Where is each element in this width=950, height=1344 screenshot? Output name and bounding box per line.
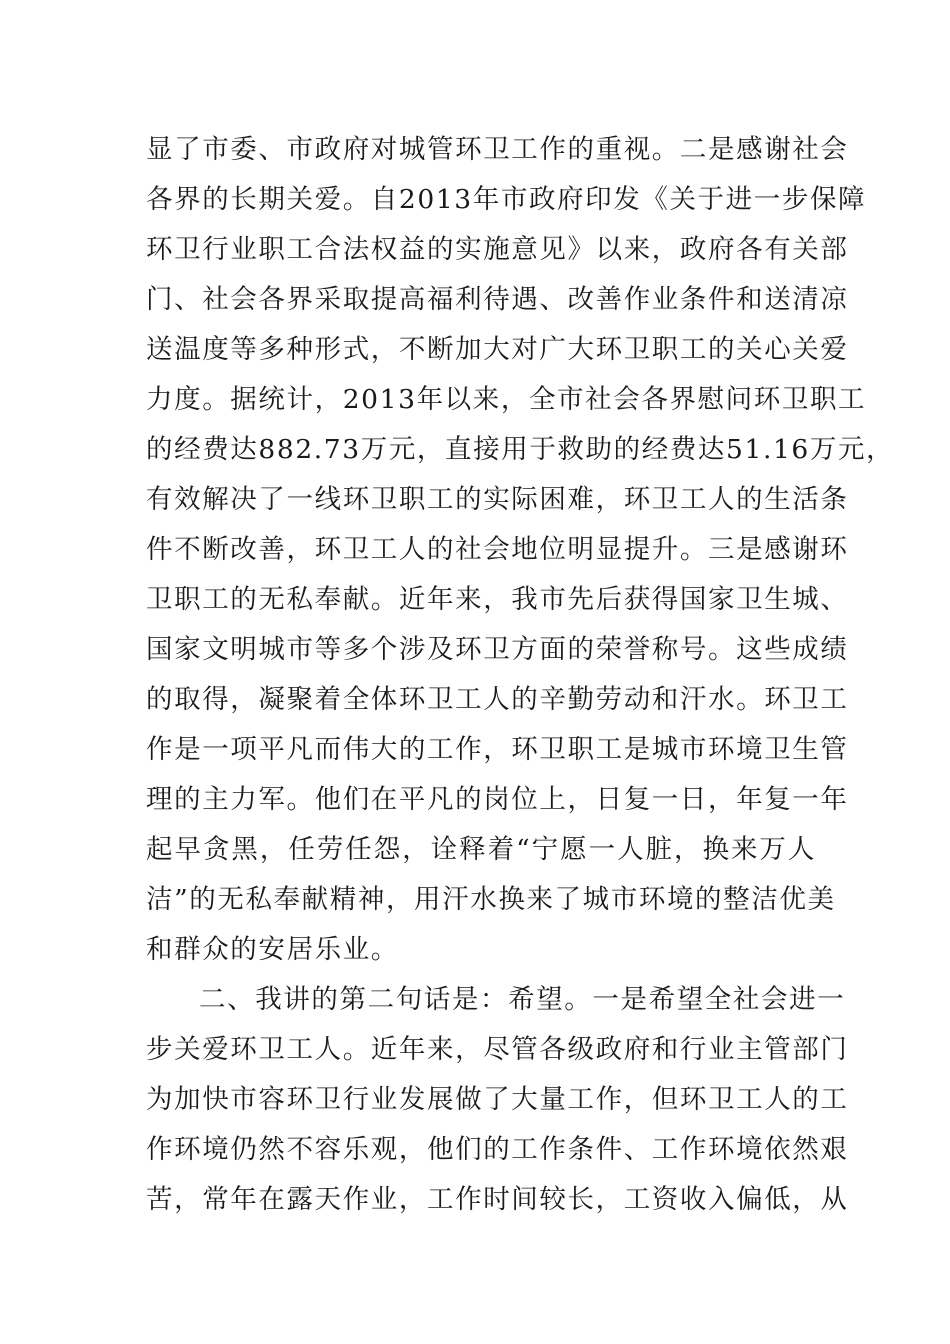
text-line: 为加快市容环卫行业发展做了大量工作，但环卫工人的工 [146,1084,849,1115]
text-line: 显了市委、市政府对城管环卫工作的重视。二是感谢社会 [146,134,849,165]
text-line: 的取得，凝聚着全体环卫工人的辛勤劳动和汗水。环卫工 [146,684,849,715]
text-line: 件不断改善，环卫工人的社会地位明显提升。三是感谢环 [146,534,849,565]
text-line: 作是一项平凡而伟大的工作，环卫职工是城市环境卫生管 [146,734,849,765]
text-line: 各界的长期关爱。自2013年市政府印发《关于进一步保障 [146,184,867,215]
paragraph-first-line: 二、我讲的第二句话是：希望。一是希望全社会进一 [199,984,846,1015]
text-line: 送温度等多种形式，不断加大对广大环卫职工的关心关爱 [146,334,849,365]
text-line: 苦，常年在露天作业，工作时间较长，工资收入偏低，从 [146,1184,849,1215]
paragraph-last-line: 和群众的安居乐业。 [146,934,399,965]
text-line: 洁”的无私奉献精神，用汗水换来了城市环境的整洁优美 [146,884,836,915]
text-line: 的经费达882.73万元，直接用于救助的经费达51.16万元， [146,434,895,465]
text-line: 有效解决了一线环卫职工的实际困难，环卫工人的生活条 [146,484,849,515]
text-line: 门、社会各界采取提高福利待遇、改善作业条件和送清凉 [146,284,849,315]
text-line: 国家文明城市等多个涉及环卫方面的荣誉称号。这些成绩 [146,634,849,665]
text-line: 起早贪黑，任劳任怨，诠释着“宁愿一人脏，换来万人 [146,834,816,865]
text-line: 卫职工的无私奉献。近年来，我市先后获得国家卫生城、 [146,584,849,615]
text-line: 环卫行业职工合法权益的实施意见》以来，政府各有关部 [146,234,849,265]
text-line: 理的主力军。他们在平凡的岗位上，日复一日，年复一年 [146,784,849,815]
text-line: 步关爱环卫工人。近年来，尽管各级政府和行业主管部门 [146,1034,849,1065]
text-line: 力度。据统计，2013年以来，全市社会各界慰问环卫职工 [146,384,867,415]
text-line: 作环境仍然不容乐观，他们的工作条件、工作环境依然艰 [146,1134,849,1165]
